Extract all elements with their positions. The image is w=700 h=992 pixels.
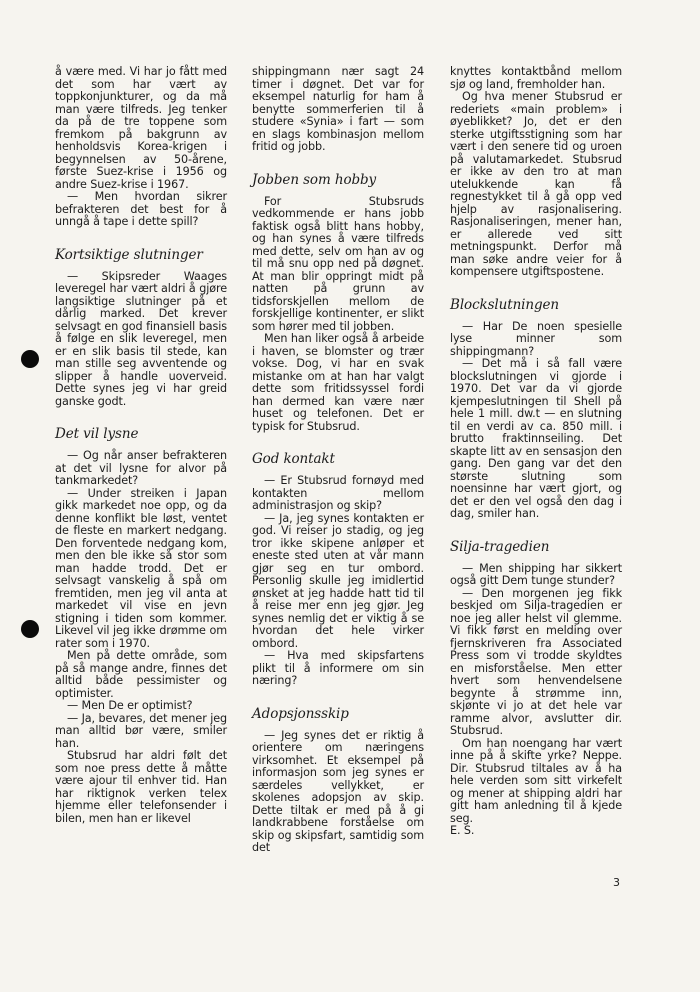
paragraph: — Hva med skipsfartens plikt til å informere om sin næring? <box>252 649 424 687</box>
section-heading: Silja-tragedien <box>450 538 550 555</box>
paragraph: — Skipsreder Waages leveregel har vært aldri å gjøre langsiktige slutninger på et dårlig marked. Det krever selvsagt en god finansiell basis å følge en slik leveregel, men er en slik basis til stede, kan man stille seg avventende og slipper å handle uoverveid. Dette synes jeg vi har greid ganske godt. <box>55 269 227 408</box>
paragraph: — Ja, bevares, det mener jeg man alltid bør være, smiler han. <box>55 711 227 750</box>
paragraph: — Jeg synes det er riktig å orientere om næringens virksomhet. Et eksempel på informasjon som jeg synes er særdeles vellykket, er skolenes adopsjon av skip. Dette tiltak er med på å gi landkrabbene forståelse om skip og skipsfart, samtidig som det <box>252 728 424 854</box>
paragraph: Men han liker også å arbeide i haven, se blomster og trær vokse. Dog, vi har en svak mistanke om at han har valgt dette som fritidssyssel fordi han dermed kan være nær huset og telefonen. Det er typisk for Stubsrud. <box>252 332 424 433</box>
author-signature: E. S. <box>450 824 475 837</box>
paragraph: — Og når anser befrakteren at det vil lysne for alvor på tankmarkedet? <box>55 449 227 487</box>
section-heading: Adopsjonsskip <box>252 705 349 722</box>
paragraph: Om han noengang har vært inne på å skifte yrke? Neppe. Dir. Stubsrud tiltales av å ha hele verden som sitt virkefelt og mener at shipping aldri har gitt ham anledning til å kjede seg. <box>450 736 622 825</box>
paragraph: knyttes kontaktbånd mellom sjø og land, fremholder han. <box>450 65 622 91</box>
section-heading: God kontakt <box>252 451 335 467</box>
paragraph: å være med. Vi har jo fått med det som har vært av toppkonjunkturer, og da må man være tilfreds. Jeg tenker da på de tre toppene som fremkom på bakgrunn av henholdsvis Korea-krigen i begynnelsen av 50-årene, første Suez-krise i 1956 og andre Suez-krise i 1967. <box>55 65 227 191</box>
section-heading: Kortsiktige slutninger <box>55 246 203 263</box>
column-2 <box>252 66 424 855</box>
paragraph: — Men hvordan sikrer befrakteren det best for å unngå å tape i dette spill? <box>55 190 227 228</box>
column-3 <box>450 66 622 838</box>
paragraph: — Men De er optimist? <box>67 699 193 712</box>
paragraph: Stubsrud har aldri følt det som noe press dette å måtte være ajour til enhver tid. Han har riktignok verken telex hjemme eller telefonsender i bilen, men han er likevel <box>55 749 227 825</box>
page-number: 3 <box>613 876 620 889</box>
paragraph: — Men shipping har sikkert også gitt Dem tunge stunder? <box>450 561 622 587</box>
paragraph: — Den morgenen jeg fikk beskjed om Silja-tragedien er noe jeg aller helst vil glemme. Vi fikk først en melding over fjernskriveren fra Associated Press som vi trodde skyldtes en misforståelse. Men etter hvert som henvendelsene begynte å strømme inn, skjønte vi jo at det hele var ramme alvor, avslutter dir. Stubsrud. <box>450 586 622 737</box>
paragraph: shippingmann nær sagt 24 timer i døgnet. Det var for eksempel naturlig for ham å benytte sommerferien til å studere «Synia» i fart — som en slags kombinasjon mellom fritid og jobb. <box>252 65 424 153</box>
paragraph: — Er Stubsrud fornøyd med kontakten mellom administrasjon og skip? <box>252 474 424 512</box>
paragraph: — Ja, jeg synes kontakten er god. Vi reiser jo stadig, og jeg tror ikke skipene anløper et eneste sted uten at vår mann gjør seg en tur ombord. Personlig skulle jeg imidlertid ønsket at jeg hadde hatt tid til å reise mer enn jeg gjør. Jeg synes nemlig det er viktig å se hvordan det hele virker ombord. <box>252 511 424 650</box>
section-heading: Blockslutningen <box>450 296 560 313</box>
paragraph: Men på dette område, som på så mange andre, finnes det alltid både pessimister og optimister. <box>55 649 227 700</box>
binder-hole-icon <box>21 620 39 638</box>
section-heading: Jobben som hobby <box>252 171 377 188</box>
paragraph: — Har De noen spesielle lyse minner som shippingmann? <box>450 319 622 358</box>
paragraph: For Stubsruds vedkommende er hans jobb faktisk også blitt hans hobby, og han synes å være tilfreds med dette, selv om han av og til må snu opp ned på døgnet. At man blir oppringt midt på natten på grunn av tidsforskjellen mellom de forskjellige kontinenter, er slikt som hører med til jobben. <box>252 194 424 333</box>
column-1 <box>55 66 227 825</box>
paragraph: Og hva mener Stubsrud er rederiets «main problem» i øyeblikket? Jo, det er den sterke utgiftsstigning som har vært i den senere tid og uroen på valutamarkedet. Stubsrud er ikke av den tro at man utelukkende kan få regnestykket til å gå opp ved hjelp av rasjonalisering. Rasjonaliseringen, mener han, er allerede ved sitt metningspunkt. Derfor må man søke andre veier for å kompensere utgiftspostene. <box>450 90 622 278</box>
section-heading: Det vil lysne <box>55 426 139 442</box>
binder-hole-icon <box>21 350 39 368</box>
paragraph: — Under streiken i Japan gikk markedet noe opp, og da denne konflikt ble løst, ventet de fleste en markert nedgang. Den forventede nedgang kom, men den ble ikke så stor som man hadde trodd. Det er selvsagt vanskelig å spå om fremtiden, men jeg vil anta at markedet vil vise en jevn stigning i tiden som kommer. Likevel vil jeg ikke drømme om rater som i 1970. <box>55 486 227 650</box>
paragraph: — Det må i så fall være blockslutningen vi gjorde i 1970. Det var da vi gjorde kjempeslutningen til Shell på hele 1 mill. dw.t — en slutning til en verdi av ca. 850 mill. i brutto fraktinnseiling. Det skapte litt av en sensasjon den gang. Den gang var det den største slutning som noensinne har vært gjort, og det er den vel også den dag i dag, smiler han. <box>450 357 622 520</box>
